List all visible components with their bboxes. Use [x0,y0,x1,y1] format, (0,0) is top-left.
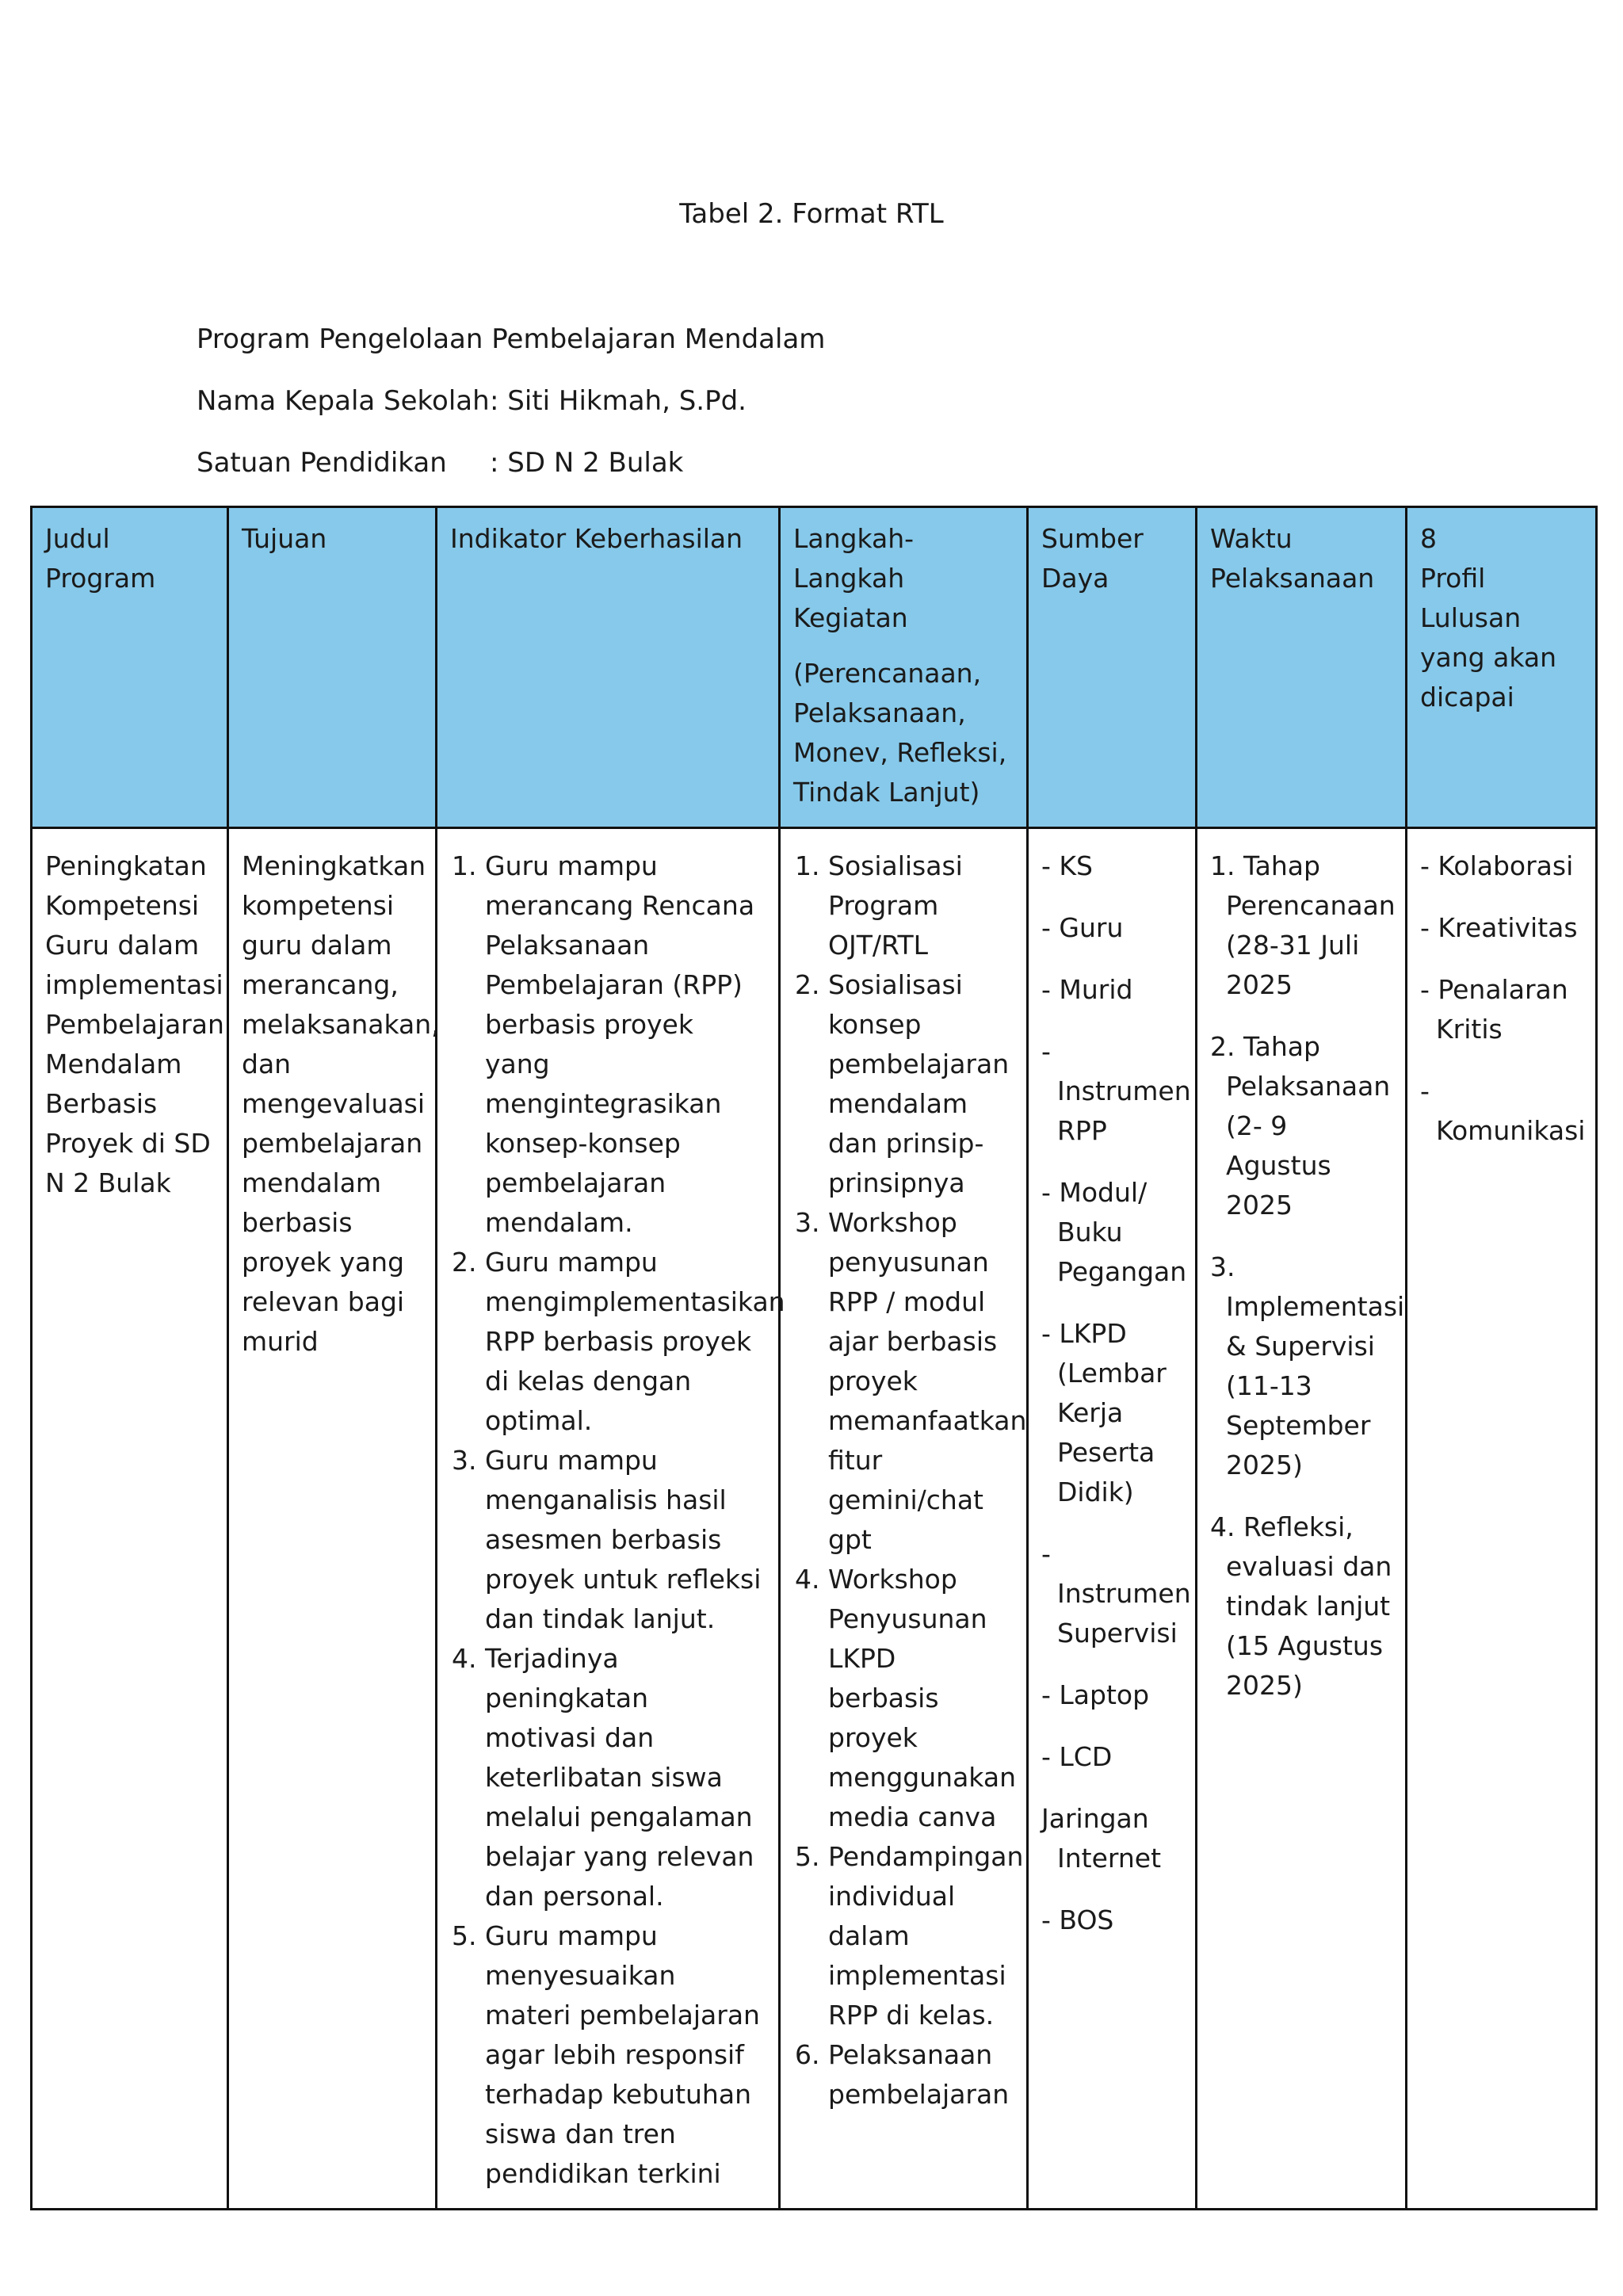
header-indikator: Indikator Keberhasilan [437,507,780,828]
header-sumber: Sumber Daya [1028,507,1197,828]
profil-item: - Kolaborasi [1420,850,1574,881]
header-waktu: Waktu Pelaksanaan [1197,507,1407,828]
waktu-item: 4. Refleksi, evaluasi dan tindak lanjut (15 Agustus 2025) [1210,1511,1392,1701]
kepala-value: : Siti Hikmah, S.Pd. [490,385,747,417]
cell-langkah [780,828,1028,2210]
sumber-item: - LKPD (Lembar Kerja Peserta Didik) [1041,1318,1167,1507]
sumber-item: - Modul/ Buku Pegangan [1041,1177,1187,1287]
header-profil-number: 8 [1420,523,1437,554]
sumber-item: - Murid [1041,974,1133,1005]
indikator-item: 2. Guru mampu mengimplementasikan RPP berbasis proyek di kelas dengan optimal. [485,1243,766,1441]
indikator-item: 5. Guru mampu menyesuaikan materi pembelajaran agar lebih responsif terhadap kebutuhan siswa dan tren pendidikan terkini [485,1916,766,2194]
cell-indikator [437,828,785,2210]
langkah-item: 2. Sosialisasi konsep pembelajaran mendalam dan prinsip-prinsipnya [828,965,1014,1203]
profil-item: - Komunikasi [1420,1075,1586,1146]
indikator-item: 3. Guru mampu menganalisis hasil asesmen berbasis proyek untuk refleksi dan tindak lanjut. [485,1441,766,1639]
indikator-item: 1. Guru mampu merancang Rencana Pelaksanaan Pembelajaran (RPP) berbasis proyek yang mengintegrasikan konsep-konsep pembelajaran mendalam. [485,846,766,1243]
sumber-item: - Guru [1041,912,1124,943]
cell-tujuan: Meningkatkan kompetensi guru dalam merancang, melaksanakan, dan mengevaluasi pembelajaran mendalam berbasis proyek yang relevan bagi murid [228,828,437,2210]
rtl-table [30,506,1598,2210]
cell-waktu [1197,828,1407,2210]
sumber-item: - Instrumen RPP [1041,1036,1191,1146]
waktu-item: 1. Tahap Perencanaan (28-31 Juli 2025 [1210,850,1396,1000]
langkah-item: 5. Pendampingan individual dalam implementasi RPP di kelas. [828,1837,1014,2035]
header-row [32,507,1597,828]
kepala-line [197,385,747,417]
sumber-item: - KS [1041,850,1093,881]
satuan-label: Satuan Pendidikan [197,447,447,479]
langkah-item: 6. Pelaksanaan pembelajaran [828,2035,1014,2115]
waktu-item: 2. Tahap Pelaksanaan (2- 9 Agustus 2025 [1210,1031,1391,1221]
header-judul: Judul Program [32,507,228,828]
header-langkah-sub: (Perencanaan, Pelaksanaan, Monev, Refleksi, Tindak Lanjut) [793,658,1007,808]
langkah-item: 3. Workshop penyusunan RPP / modul ajar berbasis proyek memanfaatkan fitur gemini/chat gpt [828,1203,1014,1560]
satuan-value: : SD N 2 Bulak [490,447,684,479]
document-title: Tabel 2. Format RTL [679,198,944,230]
sumber-item: - Instrumen Supervisi [1041,1538,1191,1648]
header-profil [1407,507,1597,828]
cell-profil [1407,828,1597,2210]
kepala-label: Nama Kepala Sekolah [197,385,490,417]
langkah-item: 4. Workshop Penyusunan LKPD berbasis proyek menggunakan media canva [828,1560,1014,1837]
sumber-item: - LCD [1041,1741,1113,1772]
cell-judul: Peningkatan Kompetensi Guru dalam implementasi Pembelajaran Mendalam Berbasis Proyek di SD N 2 Bulak [32,828,228,2210]
program-line: Program Pengelolaan Pembelajaran Mendalam [197,323,826,355]
header-profil-text: Profil Lulusan yang akan dicapai [1420,563,1556,712]
profil-item: - Penalaran Kritis [1420,974,1568,1045]
cell-sumber [1028,828,1197,2210]
sumber-item: - Laptop [1041,1679,1150,1710]
sumber-item: - BOS [1041,1904,1114,1935]
satuan-line [197,447,683,479]
indikator-item: 4. Terjadinya peningkatan motivasi dan keterlibatan siswa melalui pengalaman belajar yang relevan dan personal. [485,1639,766,1916]
profil-item: - Kreativitas [1420,912,1578,943]
header-langkah [780,507,1028,828]
table-row [32,828,1597,2210]
waktu-item: 3. Implementasi & Supervisi (11-13 September 2025) [1210,1251,1405,1480]
header-tujuan: Tujuan [228,507,437,828]
sumber-item: Jaringan Internet [1041,1803,1162,1874]
langkah-item: 1. Sosialisasi Program OJT/RTL [828,846,1014,965]
header-langkah-title: Langkah-Langkah Kegiatan [793,523,915,633]
